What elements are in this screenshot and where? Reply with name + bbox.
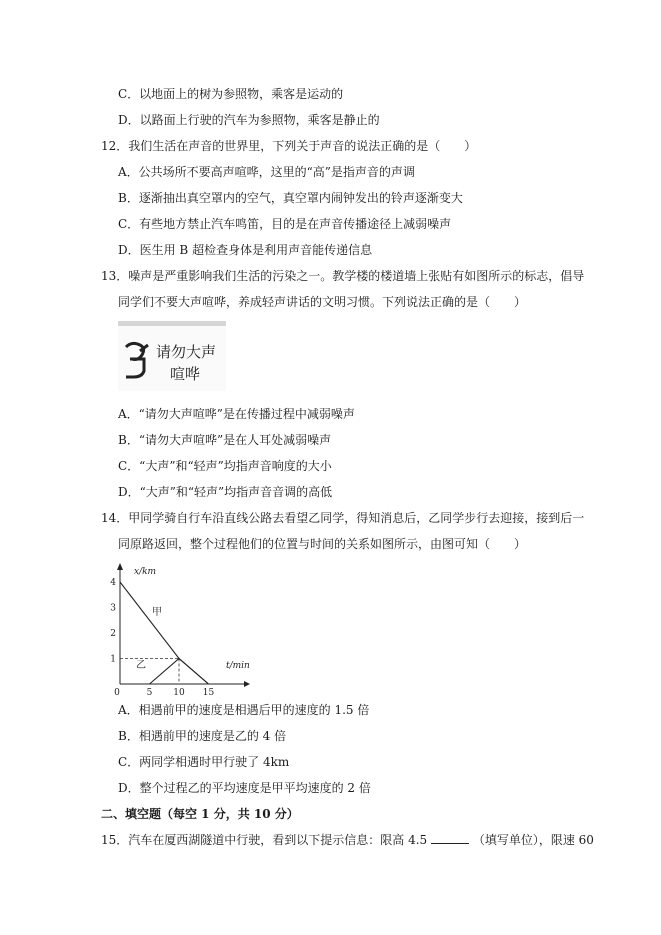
y-tick-label: 2 (110, 629, 116, 639)
question-12-stem: 12．我们生活在声音的世界里，下列关于声音的说法正确的是（ ） (101, 139, 477, 153)
y-axis-label: x/km (134, 567, 157, 577)
sign-text-line2: 喧哗 (170, 365, 201, 383)
y-tick-label: 4 (110, 578, 116, 588)
series-line-0 (120, 582, 209, 684)
sign-text-line1: 请勿大声 (156, 343, 217, 361)
q12-option-c: C．有些地方禁止汽车鸣笛，目的是在声音传播途径上减弱噪声 (118, 217, 452, 231)
question-14-stem-line2: 同原路返回，整个过程他们的位置与时间的关系如图所示，由图可知（ ） (118, 537, 527, 551)
q13-option-d: D．“大声”和“轻声”均指声音音调的高低 (118, 485, 333, 499)
x-tick-label: 15 (202, 688, 215, 698)
x-tick-label: 5 (146, 688, 153, 698)
q12-option-b: B．逐渐抽出真空罩内的空气，真空罩内闹钟发出的铃声逐渐变大 (118, 191, 463, 205)
position-time-graph (110, 560, 252, 698)
q12-option-d: D．医生用 B 超检查身体是利用声音能传递信息 (118, 243, 373, 257)
q15-text-after: （填写单位），限速 60 (472, 833, 594, 847)
question-15-stem (101, 832, 594, 848)
q13-option-a: A．“请勿大声喧哗”是在传播过程中减弱噪声 (118, 407, 355, 421)
option-d-prev: D．以路面上行驶的汽车为参照物，乘客是静止的 (118, 113, 380, 127)
q13-option-c: C．“大声”和“轻声”均指声音响度的大小 (118, 459, 332, 473)
x-axis-label: t/min (226, 661, 250, 671)
q15-answer-blank[interactable] (431, 832, 469, 844)
question-13-stem-line1: 13．噪声是严重影响我们生活的污染之一。教学楼的楼道墙上张贴有如图所示的标志，倡导 (101, 269, 585, 283)
y-tick-label: 1 (110, 654, 116, 665)
q14-option-d: D．整个过程乙的平均速度是甲平均速度的 2 倍 (118, 781, 371, 795)
q15-text-before: 15．汽车在厦西湖隧道中行驶，看到以下提示信息：限高 4.5 (101, 833, 428, 847)
question-13-stem-line2: 同学们不要大声喧哗，养成轻声讲话的文明习惯。下列说法正确的是（ ） (118, 295, 527, 309)
y-tick-label: 3 (110, 603, 116, 614)
q13-option-b: B．“请勿大声喧哗”是在人耳处减弱噪声 (118, 433, 332, 447)
question-14-stem-line1: 14．甲同学骑自行车沿直线公路去看望乙同学，得知消息后，乙同学步行去迎接，接到后一 (101, 511, 585, 525)
section-2-title: 二、填空题（每空 1 分，共 10 分） (101, 807, 299, 821)
y-axis-arrow (117, 563, 123, 570)
quiet-sign-image (118, 321, 226, 391)
x-tick-label: 10 (173, 688, 185, 698)
q14-option-b: B．相遇前甲的速度是乙的 4 倍 (118, 729, 287, 743)
option-c-prev: C．以地面上的树为参照物，乘客是运动的 (118, 87, 344, 101)
x-axis-arrow (244, 681, 250, 687)
x-tick-label: 0 (114, 688, 120, 698)
q14-option-a: A．相遇前甲的速度是相遇后甲的速度的 1.5 倍 (118, 703, 370, 717)
q12-option-a: A．公共场所不要高声喧哗，这里的“高”是指声音的声调 (118, 165, 415, 179)
series-label-jia: 甲 (152, 607, 162, 618)
q14-option-c: C．两同学相遇时甲行驶了 4km (118, 755, 290, 769)
series-label-yi: 乙 (136, 660, 146, 671)
